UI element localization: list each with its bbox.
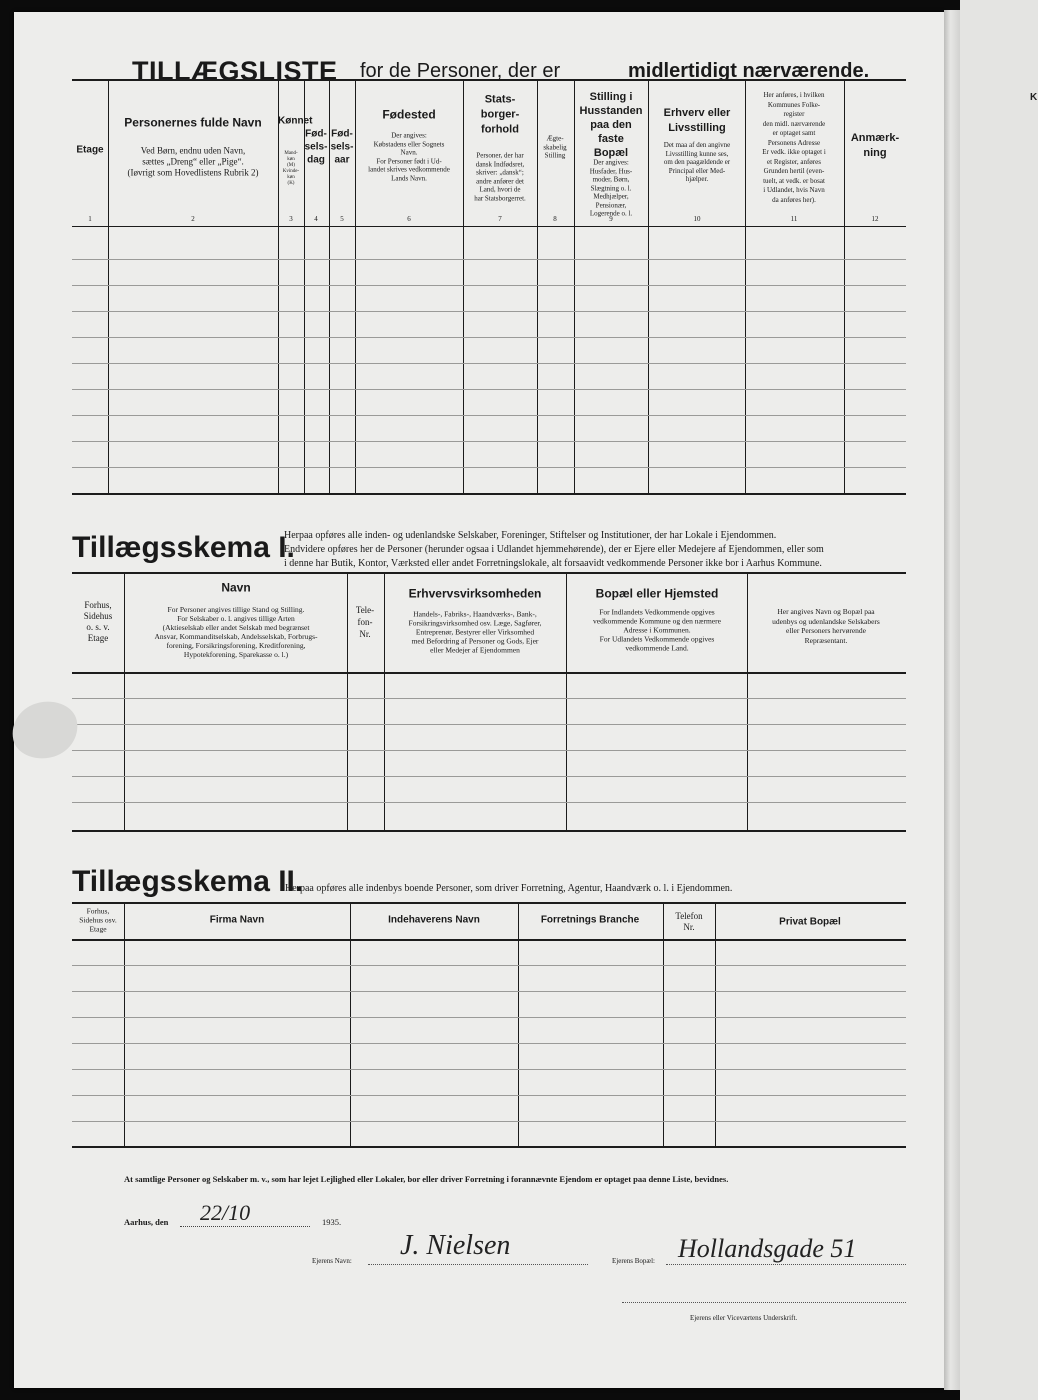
col-occupation: Erhverv eller Livsstilling — [663, 107, 731, 134]
owner-name-handwritten: J. Nielsen — [400, 1230, 511, 1261]
owner-address-handwritten: Hollandsgade 51 — [678, 1234, 857, 1263]
col-num: 5 — [340, 215, 344, 223]
col-citizenship: Stats- borger- forhold — [480, 93, 520, 136]
col-num: 10 — [693, 215, 701, 223]
form-title: TILLÆGSLISTE — [132, 56, 338, 86]
s1-col-residence: Bopæl eller Hjemsted — [595, 586, 719, 601]
col-marital: Ægte- skabelig Stilling — [543, 134, 567, 160]
col-etage: Etage — [76, 144, 104, 156]
s2-col-etage: Forhus, Sidehus osv. Etage — [79, 906, 117, 934]
col-gender-sub: Mand- køn (M) Kvinde- køn (K) — [282, 151, 300, 186]
form-title-end: midlertidigt nærværende. — [628, 60, 870, 82]
col-occupation-sub: Det maa af den angivne Livsstilling kunne ses, om den paagældende er Principal eller Med- hjælper. — [663, 140, 731, 183]
col-num: 4 — [314, 215, 318, 223]
page-edge — [944, 10, 960, 1390]
s2-col-branch: Forretnings Branche — [540, 914, 640, 926]
col-num: 9 — [609, 215, 613, 223]
skema1-intro-line2: Endvidere opføres her de Personer (herunder ogsaa i Udlandet hjemmehørende), der er Ejere eller Medejere af Ejendommen, eller som — [284, 544, 824, 555]
col-household: Stilling i Husstanden paa den faste Bopæl — [579, 91, 643, 159]
col-birthday: Fød- sels- dag — [304, 128, 328, 166]
s1-col-business-sub: Handels-, Fabriks-, Haandværks-, Bank-, Forsikringsvirksomhed osv. Læge, Sagfører, Entreprenør, Bestyrer eller Virksomhed med Befordring af Personer og Gods, Ejer eller Medejer af Ejendommen — [408, 609, 542, 655]
col-num: 3 — [289, 215, 293, 223]
s1-col-name: Navn — [221, 580, 251, 595]
skema2-intro: Herpaa opføres alle indenbys boende Personer, som driver Forretning, Agentur, Haandværk o. l. i Ejendommen. — [285, 883, 733, 894]
s1-col-phone: Tele- fon- Nr. — [355, 605, 375, 639]
skema1-title: Tillægsskema I. — [72, 531, 295, 564]
owner-name-label: Ejerens Navn: — [312, 1257, 352, 1265]
col-num: 1 — [88, 215, 92, 223]
col-num: 2 — [191, 215, 195, 223]
signature-label: Ejerens eller Viceværtens Underskrift. — [690, 1314, 798, 1322]
s1-col-residence-sub: For Indlandets Vedkommende opgives vedkommende Kommune og den nærmere Adresse i Kommunen. For Udlandets Vedkommende opgives vedkommende Land. — [593, 607, 721, 653]
col-name-sub: Ved Børn, endnu uden Navn, sættes „Dreng“ eller „Pige“. (Iøvrigt som Hovedlistens Rubrik 2) — [127, 145, 259, 178]
owner-address-label: Ejerens Bopæl: — [612, 1257, 655, 1265]
col-num: 6 — [407, 215, 411, 223]
s1-col-name-sub: For Personer angives tillige Stand og Stilling. For Selskaber o. l. angives tillige Arten (Aktieselskab eller andet Selskab med begrænset Ansvar, Kommanditselskab, Andelsselskab, Forbrugs- forening, Forsikringsforening, Kreditforening, Hypotekforening, Sparekasse o. l.) — [154, 605, 318, 659]
col-num: 12 — [871, 215, 879, 223]
next-page-fragment: K — [1030, 92, 1038, 103]
skema1-intro-line1: Herpaa opføres alle inden- og udenlandske Selskaber, Foreninger, Stiftelser og Institutioner, der har Lokale i Ejendommen. — [284, 530, 777, 541]
form-title-middle: for de Personer, der er — [360, 60, 561, 82]
col-registry: Her anføres, i hvilken Kommunes Folke- register den midl. nærværende er optaget samt Personens Adresse Er vedk. ikke optaget i et Register, anføres Grunden hertil (even- tuelt, at vedk. er bosat i Udlandet, hvis Navn da anføres her). — [762, 91, 826, 204]
col-birthplace-sub: Der angives: Købstadens eller Sognets Navn. For Personer født i Ud- landet skrives vedkommende Lands Navn. — [368, 131, 450, 182]
col-citizenship-sub: Personer, der har dansk Indfødsret, skriver: „dansk“; andre anfører det Land, hvori de har Statsborgerret. — [474, 151, 526, 202]
form-page — [14, 12, 944, 1388]
s1-col-business: Erhvervsvirksomheden — [408, 586, 542, 601]
next-page-strip — [960, 0, 1038, 1400]
skema2-title: Tillægsskema II. — [72, 865, 304, 898]
s1-col-representative: Her angives Navn og Bopæl paa udenbys og udenlandske Selskabers eller Personers hervørende Repræsentant. — [772, 607, 880, 645]
col-gender: Kønnet — [278, 115, 313, 127]
col-birthyear: Fød- sels- aar — [330, 128, 354, 166]
col-num: 11 — [790, 215, 798, 223]
col-birthplace: Fødested — [382, 107, 436, 122]
s2-col-address: Privat Bopæl — [779, 916, 841, 928]
year-label: 1935. — [322, 1217, 342, 1227]
date-handwritten: 22/10 — [200, 1200, 251, 1225]
s2-col-owner: Indehaverens Navn — [388, 914, 480, 926]
col-num: 7 — [498, 215, 502, 223]
city-label: Aarhus, den — [124, 1217, 169, 1227]
s2-col-phone: Telefon Nr. — [675, 911, 703, 932]
s2-col-firm: Firma Navn — [209, 914, 265, 926]
declaration: At samtlige Personer og Selskaber m. v., som har lejet Lejlighed eller Lokaler, bor eller driver Forretning i forannævnte Ejendom er optaget paa denne Liste, bevidnes. — [124, 1174, 729, 1184]
skema1-intro-line3: i denne har Butik, Kontor, Værksted eller andet Forretningslokale, alt forsaavidt vedkommende Personer ikke bor i Aarhus Kommune. — [284, 558, 822, 569]
col-name: Personernes fulde Navn — [124, 115, 262, 130]
s1-col-etage: Forhus, Sidehus o. s. v. Etage — [83, 600, 113, 643]
col-household-sub: Der angives: Husfader, Hus- moder, Børn, Slægtning o. l. Medhjælper, Pensionær, Logerende o. l. — [589, 158, 633, 218]
col-num: 8 — [553, 215, 557, 223]
col-remarks: Anmærk- ning — [850, 132, 900, 159]
